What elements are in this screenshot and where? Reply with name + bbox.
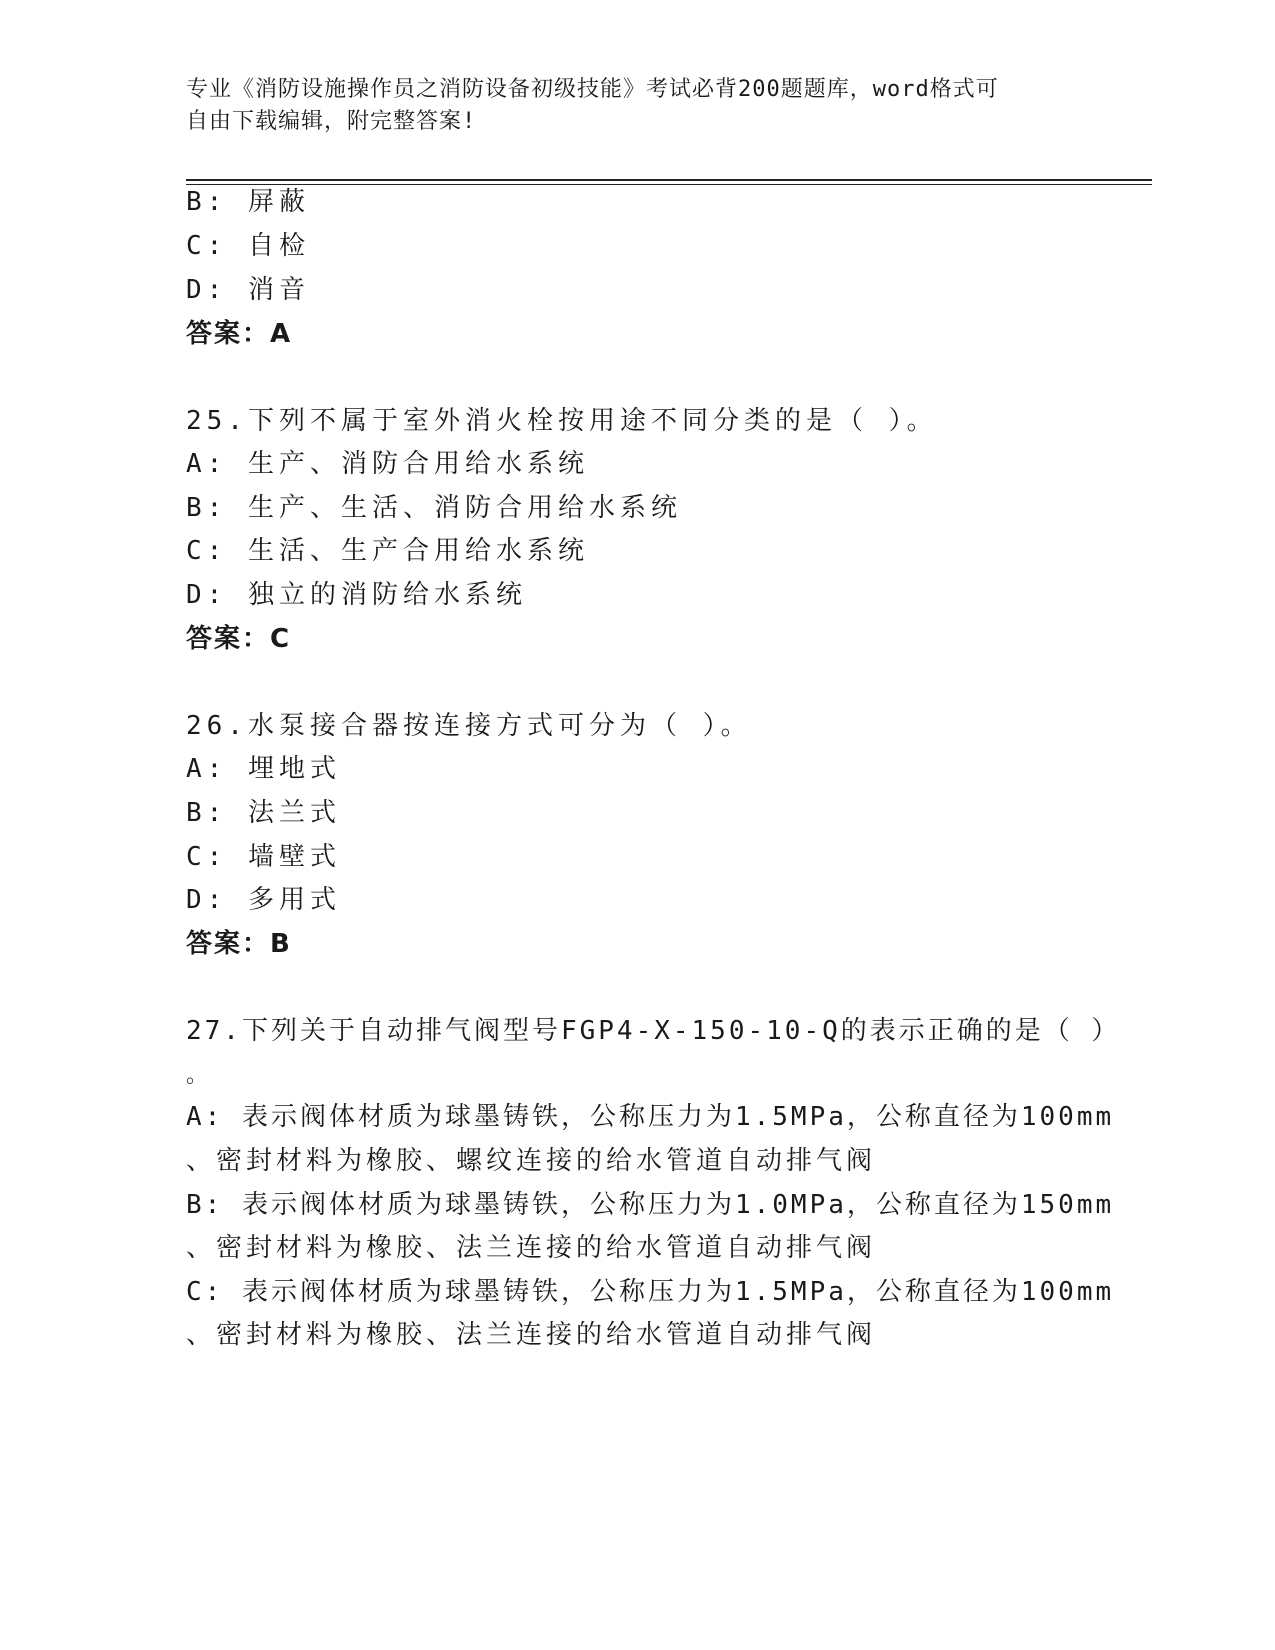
- option-d: D: 独立的消防给水系统: [186, 580, 527, 610]
- option-a: A: 生产、消防合用给水系统: [186, 449, 589, 479]
- option-d: D: 消音: [186, 275, 310, 305]
- header-line-1: 专业《消防设施操作员之消防设备初级技能》考试必背200题题库，word格式可: [186, 77, 999, 102]
- option-a: A: 埋地式: [186, 754, 341, 784]
- answer-label: 答案：C: [186, 624, 292, 654]
- document-header: [186, 74, 1086, 138]
- question-25: 25.下列不属于室外消火栓按用途不同分类的是（ ）。: [186, 406, 938, 436]
- option-b: B: 生产、生活、消防合用给水系统: [186, 493, 682, 523]
- answer-label: 答案：A: [186, 319, 293, 349]
- header-rule-thin: [186, 184, 1152, 185]
- question-26: 26.水泵接合器按连接方式可分为（ ）。: [186, 711, 752, 741]
- header-line-2: 自由下载编辑，附完整答案!: [186, 109, 477, 134]
- option-b: B: 表示阀体材质为球墨铸铁，公称压力为1.0MPa，公称直径为150mm: [186, 1190, 1115, 1220]
- option-a: A: 表示阀体材质为球墨铸铁，公称压力为1.5MPa，公称直径为100mm: [186, 1102, 1115, 1132]
- option-c: C: 生活、生产合用给水系统: [186, 536, 589, 566]
- header-rule-thick: [186, 179, 1152, 181]
- answer-label: 答案：B: [186, 929, 292, 959]
- option-c-continuation: 、密封材料为橡胶、法兰连接的给水管道自动排气阀: [186, 1320, 877, 1350]
- question-27-continuation: 。: [186, 1063, 214, 1088]
- question-27: 27.下列关于自动排气阀型号FGP4-X-150-10-Q的表示正确的是（ ）: [186, 1016, 1121, 1046]
- option-c: C: 自检: [186, 231, 310, 261]
- option-b: B: 屏蔽: [186, 187, 310, 217]
- option-a-continuation: 、密封材料为橡胶、螺纹连接的给水管道自动排气阀: [186, 1146, 877, 1176]
- option-c: C: 表示阀体材质为球墨铸铁，公称压力为1.5MPa，公称直径为100mm: [186, 1277, 1115, 1307]
- option-d: D: 多用式: [186, 885, 341, 915]
- option-c: C: 墙壁式: [186, 842, 341, 872]
- option-b: B: 法兰式: [186, 798, 341, 828]
- option-b-continuation: 、密封材料为橡胶、法兰连接的给水管道自动排气阀: [186, 1233, 877, 1263]
